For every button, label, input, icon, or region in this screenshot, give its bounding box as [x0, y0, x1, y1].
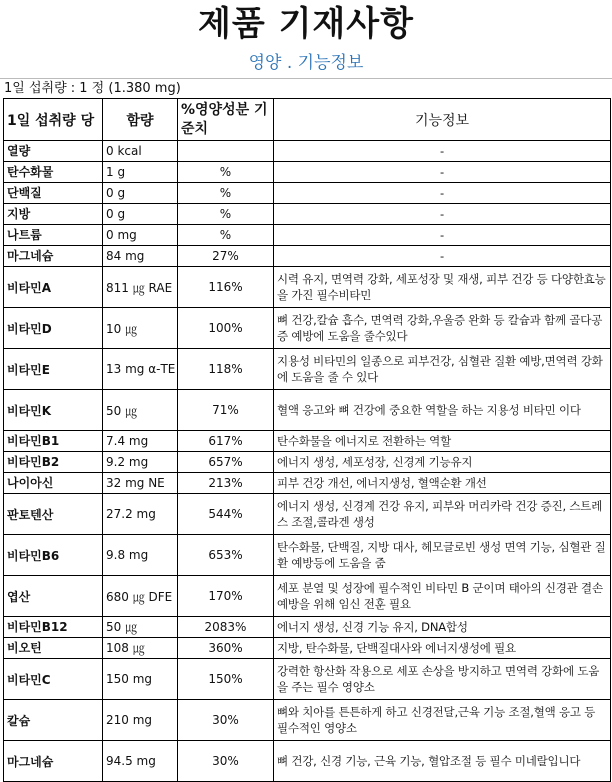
nutrient-name: 나이아신 — [4, 473, 103, 494]
nutrient-function: - — [274, 204, 611, 225]
nutrient-function: 피부 건강 개선, 에너지생성, 혈액순환 개선 — [274, 473, 611, 494]
table-row — [4, 576, 611, 617]
nutrient-name: 단백질 — [4, 183, 103, 204]
nutrient-function: 탄수화물을 에너지로 전환하는 역할 — [274, 431, 611, 452]
nutrient-function: 뼈 건강, 신경 기능, 근육 기능, 혈압조절 등 필수 미네랄입니다 — [274, 741, 611, 782]
nutrient-name: 탄수화물 — [4, 162, 103, 183]
nutrient-daily-value: 544% — [178, 494, 274, 535]
nutrient-function: 세포 분열 및 성장에 필수적인 비타민 B 군이며 태아의 신경관 결손 예방을 위해 임신 전훈 필요 — [274, 576, 611, 617]
table-row — [4, 494, 611, 535]
nutrient-amount: 13 mg α-TE — [103, 349, 178, 390]
nutrient-function: 탄수화물, 단백질, 지방 대사, 헤모글로빈 생성 면역 기능, 심혈관 질환 예방등에 도움을 줌 — [274, 535, 611, 576]
nutrient-daily-value: % — [178, 183, 274, 204]
table-row — [4, 659, 611, 700]
table-header-row — [4, 99, 611, 141]
nutrient-function: 지방, 탄수화물, 단백질대사와 에너지생성에 필요 — [274, 638, 611, 659]
nutrient-name: 비오틴 — [4, 638, 103, 659]
nutrient-name: 마그네슘 — [4, 246, 103, 267]
table-row — [4, 183, 611, 204]
nutrient-function: 뼈와 치아를 튼튼하게 하고 신경전달,근육 기능 조절,혈액 응고 등 필수적인 영양소 — [274, 700, 611, 741]
nutrient-function: 강력한 항산화 작용으로 세포 손상을 방지하고 면역력 강화에 도움을 주는 필수 영양소 — [274, 659, 611, 700]
nutrient-amount: 0 g — [103, 183, 178, 204]
nutrient-amount: 811 ㎍ RAE — [103, 267, 178, 308]
nutrient-daily-value: 116% — [178, 267, 274, 308]
nutrient-amount: 680 ㎍ DFE — [103, 576, 178, 617]
nutrient-daily-value — [178, 141, 274, 162]
nutrient-name: 마그네슘 — [4, 741, 103, 782]
nutrient-name: 비타민K — [4, 390, 103, 431]
nutrient-name: 엽산 — [4, 576, 103, 617]
nutrient-function: - — [274, 183, 611, 204]
nutrient-function: - — [274, 141, 611, 162]
column-header-serving: 1일 섭취량 당 — [4, 99, 103, 141]
nutrient-daily-value: % — [178, 204, 274, 225]
nutrient-amount: 10 ㎍ — [103, 308, 178, 349]
table-row — [4, 452, 611, 473]
column-header-function: 기능정보 — [274, 99, 611, 141]
page-title: 제품 기재사항 — [198, 4, 414, 44]
table-row — [4, 267, 611, 308]
nutrient-name: 나트륨 — [4, 225, 103, 246]
nutrient-amount: 0 kcal — [103, 141, 178, 162]
nutrient-name: 지방 — [4, 204, 103, 225]
nutrient-amount: 27.2 mg — [103, 494, 178, 535]
nutrient-amount: 108 ㎍ — [103, 638, 178, 659]
nutrient-name: 비타민A — [4, 267, 103, 308]
nutrient-daily-value: % — [178, 225, 274, 246]
table-row — [4, 349, 611, 390]
table-row — [4, 638, 611, 659]
nutrient-amount: 0 g — [103, 204, 178, 225]
nutrient-amount: 150 mg — [103, 659, 178, 700]
nutrient-function: 뼈 건강,칼슘 흡수, 면역력 강화,우울증 완화 등 칼슘과 함께 골다공증 예방에 도움을 줄수있다 — [274, 308, 611, 349]
table-row — [4, 225, 611, 246]
nutrient-daily-value: 118% — [178, 349, 274, 390]
nutrient-function: 지용성 비타민의 일종으로 피부건강, 심혈관 질환 예방,면역력 강화에 도움을 줄 수 있다 — [274, 349, 611, 390]
nutrient-amount: 1 g — [103, 162, 178, 183]
column-header-daily-value: %영양성분 기준치 — [178, 99, 274, 141]
table-row — [4, 308, 611, 349]
nutrient-name: 비타민E — [4, 349, 103, 390]
nutrient-amount: 84 mg — [103, 246, 178, 267]
page-subtitle: 영양 . 기능정보 — [248, 53, 364, 73]
nutrient-name: 열량 — [4, 141, 103, 162]
nutrient-daily-value: 30% — [178, 700, 274, 741]
table-row — [4, 617, 611, 638]
table-row — [4, 473, 611, 494]
nutrient-daily-value: 617% — [178, 431, 274, 452]
nutrient-daily-value: 2083% — [178, 617, 274, 638]
nutrient-amount: 9.8 mg — [103, 535, 178, 576]
nutrient-daily-value: 30% — [178, 741, 274, 782]
nutrient-daily-value: 653% — [178, 535, 274, 576]
table-row — [4, 162, 611, 183]
nutrient-name: 비타민B1 — [4, 431, 103, 452]
nutrient-name: 비타민B2 — [4, 452, 103, 473]
nutrient-amount: 94.5 mg — [103, 741, 178, 782]
table-row — [4, 741, 611, 782]
nutrient-name: 비타민B6 — [4, 535, 103, 576]
nutrient-amount: 50 ㎍ — [103, 617, 178, 638]
nutrient-function: - — [274, 162, 611, 183]
nutrient-amount: 7.4 mg — [103, 431, 178, 452]
nutrient-function: 시력 유지, 면역력 강화, 세포성장 및 재생, 피부 건강 등 다양한효능을 가진 필수비타민 — [274, 267, 611, 308]
table-row — [4, 535, 611, 576]
nutrient-daily-value: 150% — [178, 659, 274, 700]
nutrient-function: - — [274, 225, 611, 246]
nutrient-function: 혈액 응고와 뼈 건강에 중요한 역할을 하는 지용성 비타민 이다 — [274, 390, 611, 431]
nutrient-function: 에너지 생성, 신경 기능 유지, DNA합성 — [274, 617, 611, 638]
nutrient-name: 비타민D — [4, 308, 103, 349]
table-body — [4, 141, 611, 782]
nutrient-daily-value: 360% — [178, 638, 274, 659]
table-row — [4, 700, 611, 741]
column-header-amount: 함량 — [103, 99, 178, 141]
nutrient-amount: 32 mg NE — [103, 473, 178, 494]
nutrient-daily-value: 213% — [178, 473, 274, 494]
nutrient-daily-value: 100% — [178, 308, 274, 349]
table-row — [4, 204, 611, 225]
nutrient-amount: 0 mg — [103, 225, 178, 246]
nutrient-daily-value: 657% — [178, 452, 274, 473]
nutrient-daily-value: % — [178, 162, 274, 183]
nutrient-function: 에너지 생성, 세포성장, 신경계 기능유지 — [274, 452, 611, 473]
nutrient-function: - — [274, 246, 611, 267]
nutrition-table — [3, 98, 611, 782]
table-row — [4, 141, 611, 162]
table-row — [4, 431, 611, 452]
table-row — [4, 390, 611, 431]
nutrient-function: 에너지 생성, 신경계 건강 유지, 피부와 머리카락 건강 증진, 스트레스 조절,콜라겐 생성 — [274, 494, 611, 535]
serving-size: 1일 섭취량 : 1 정 (1.380 mg) — [0, 78, 612, 98]
nutrient-amount: 50 ㎍ — [103, 390, 178, 431]
nutrient-name: 비타민B12 — [4, 617, 103, 638]
nutrient-amount: 210 mg — [103, 700, 178, 741]
nutrient-name: 칼슘 — [4, 700, 103, 741]
nutrient-amount: 9.2 mg — [103, 452, 178, 473]
nutrient-name: 비타민C — [4, 659, 103, 700]
nutrient-daily-value: 170% — [178, 576, 274, 617]
nutrient-name: 판토텐산 — [4, 494, 103, 535]
table-row — [4, 246, 611, 267]
nutrient-daily-value: 27% — [178, 246, 274, 267]
nutrient-daily-value: 71% — [178, 390, 274, 431]
